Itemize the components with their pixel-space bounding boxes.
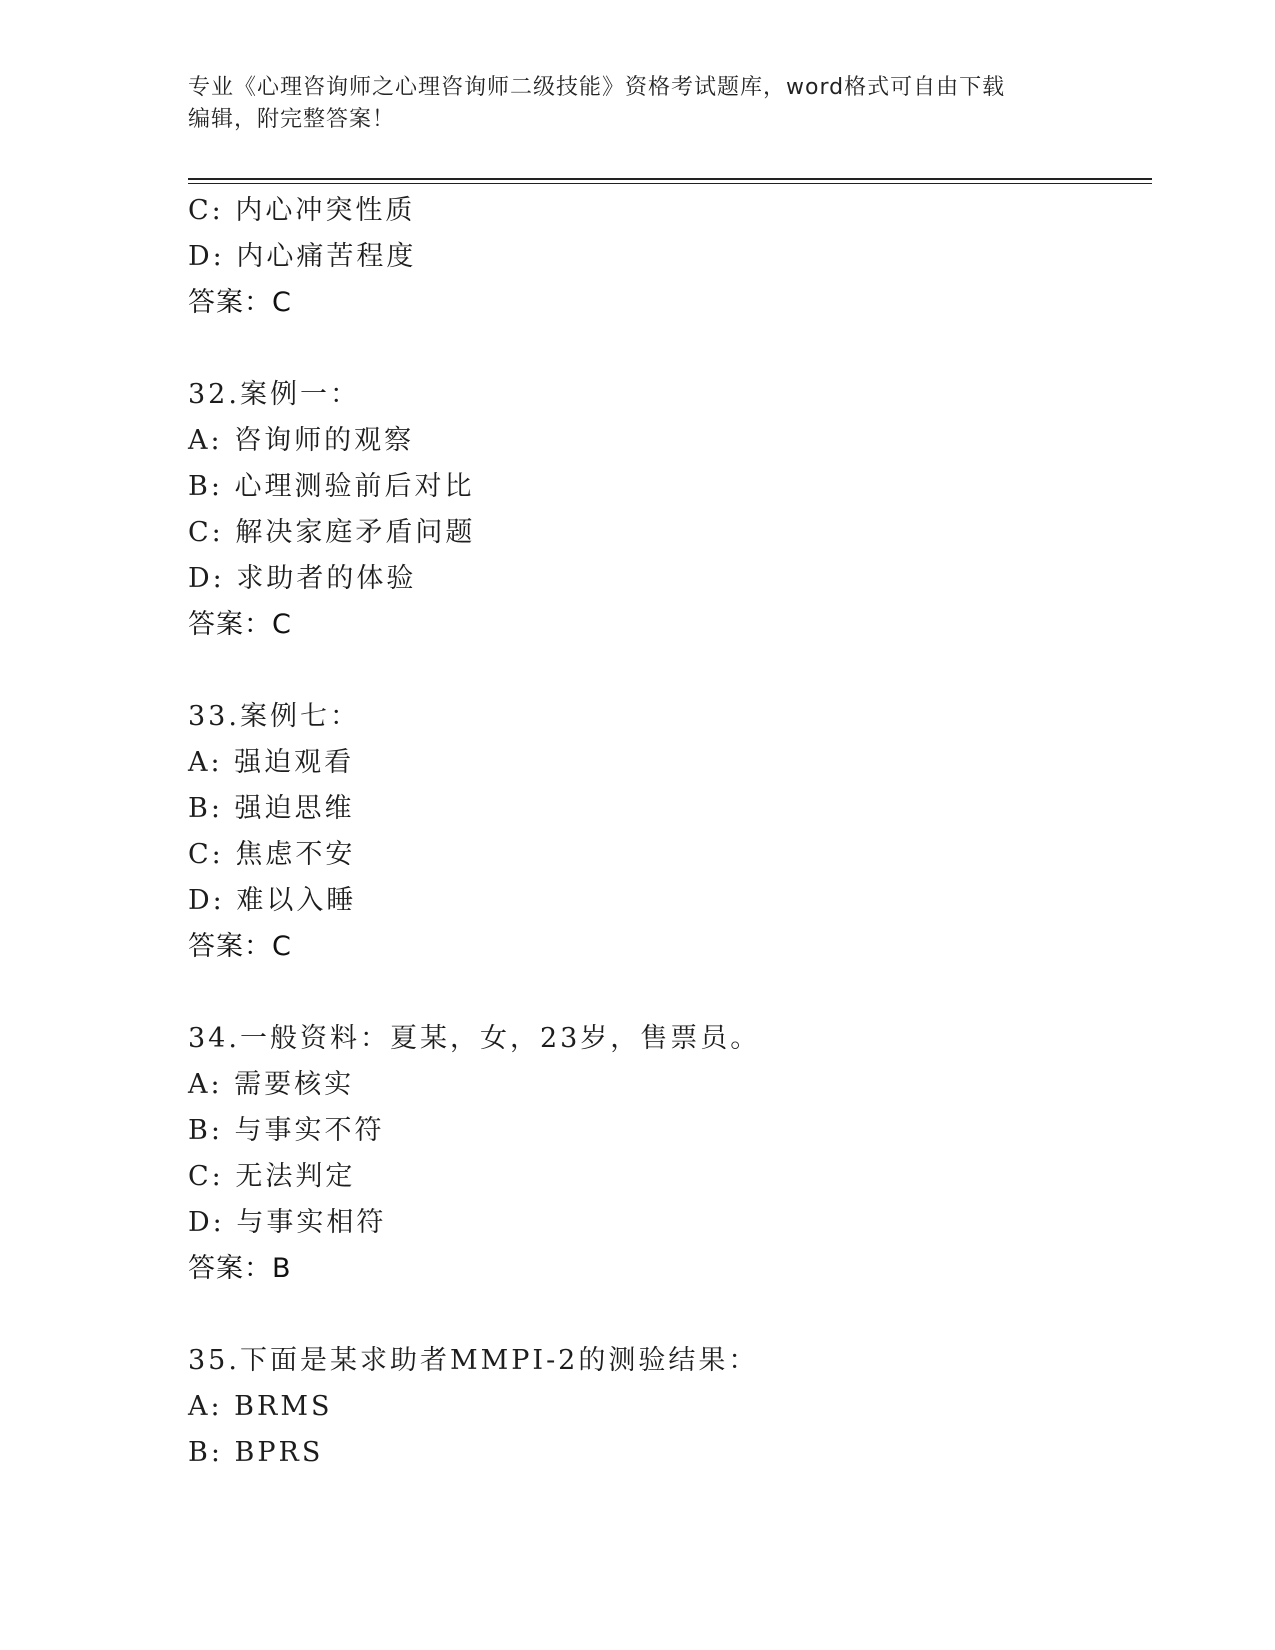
option-c: C: 焦虑不安 xyxy=(188,839,356,870)
spacer xyxy=(188,970,1152,1016)
option-b: B: BPRS xyxy=(188,1437,324,1468)
question-title: 34.一般资料：夏某，女，23岁，售票员。 xyxy=(188,1023,761,1054)
option-a: A: BRMS xyxy=(188,1391,333,1422)
header-line-2: 编辑，附完整答案！ xyxy=(188,107,396,132)
option-d: D: 求助者的体验 xyxy=(188,563,417,594)
spacer xyxy=(188,326,1152,372)
answer-line: 答案：C xyxy=(188,931,292,962)
option-c: C: 内心冲突性质 xyxy=(188,195,416,226)
option-d: D: 内心痛苦程度 xyxy=(188,241,417,272)
answer-line: 答案：C xyxy=(188,609,292,640)
option-b: B: 心理测验前后对比 xyxy=(188,471,475,502)
question-32 xyxy=(188,372,1152,648)
option-d: D: 与事实相符 xyxy=(188,1207,387,1238)
option-b: B: 强迫思维 xyxy=(188,793,355,824)
header-line-1: 专业《心理咨询师之心理咨询师二级技能》资格考试题库，word格式可自由下载 xyxy=(188,75,1006,100)
question-34 xyxy=(188,1016,1152,1292)
question-31-continued xyxy=(188,188,1152,326)
option-d: D: 难以入睡 xyxy=(188,885,357,916)
header-divider-thick xyxy=(188,178,1152,180)
spacer xyxy=(188,1292,1152,1338)
header-divider-thin xyxy=(188,183,1152,184)
option-a: A: 强迫观看 xyxy=(188,747,355,778)
option-a: A: 需要核实 xyxy=(188,1069,355,1100)
question-33 xyxy=(188,694,1152,970)
document-header-note xyxy=(188,72,1068,136)
question-title: 33.案例七： xyxy=(188,701,360,732)
question-list xyxy=(188,188,1152,1476)
question-title: 35.下面是某求助者MMPI-2的测验结果： xyxy=(188,1345,759,1376)
option-a: A: 咨询师的观察 xyxy=(188,425,415,456)
question-title: 32.案例一： xyxy=(188,379,360,410)
answer-line: 答案：B xyxy=(188,1253,292,1284)
spacer xyxy=(188,648,1152,694)
option-c: C: 解决家庭矛盾问题 xyxy=(188,517,476,548)
option-c: C: 无法判定 xyxy=(188,1161,356,1192)
option-b: B: 与事实不符 xyxy=(188,1115,385,1146)
question-35 xyxy=(188,1338,1152,1476)
answer-line: 答案：C xyxy=(188,287,292,318)
